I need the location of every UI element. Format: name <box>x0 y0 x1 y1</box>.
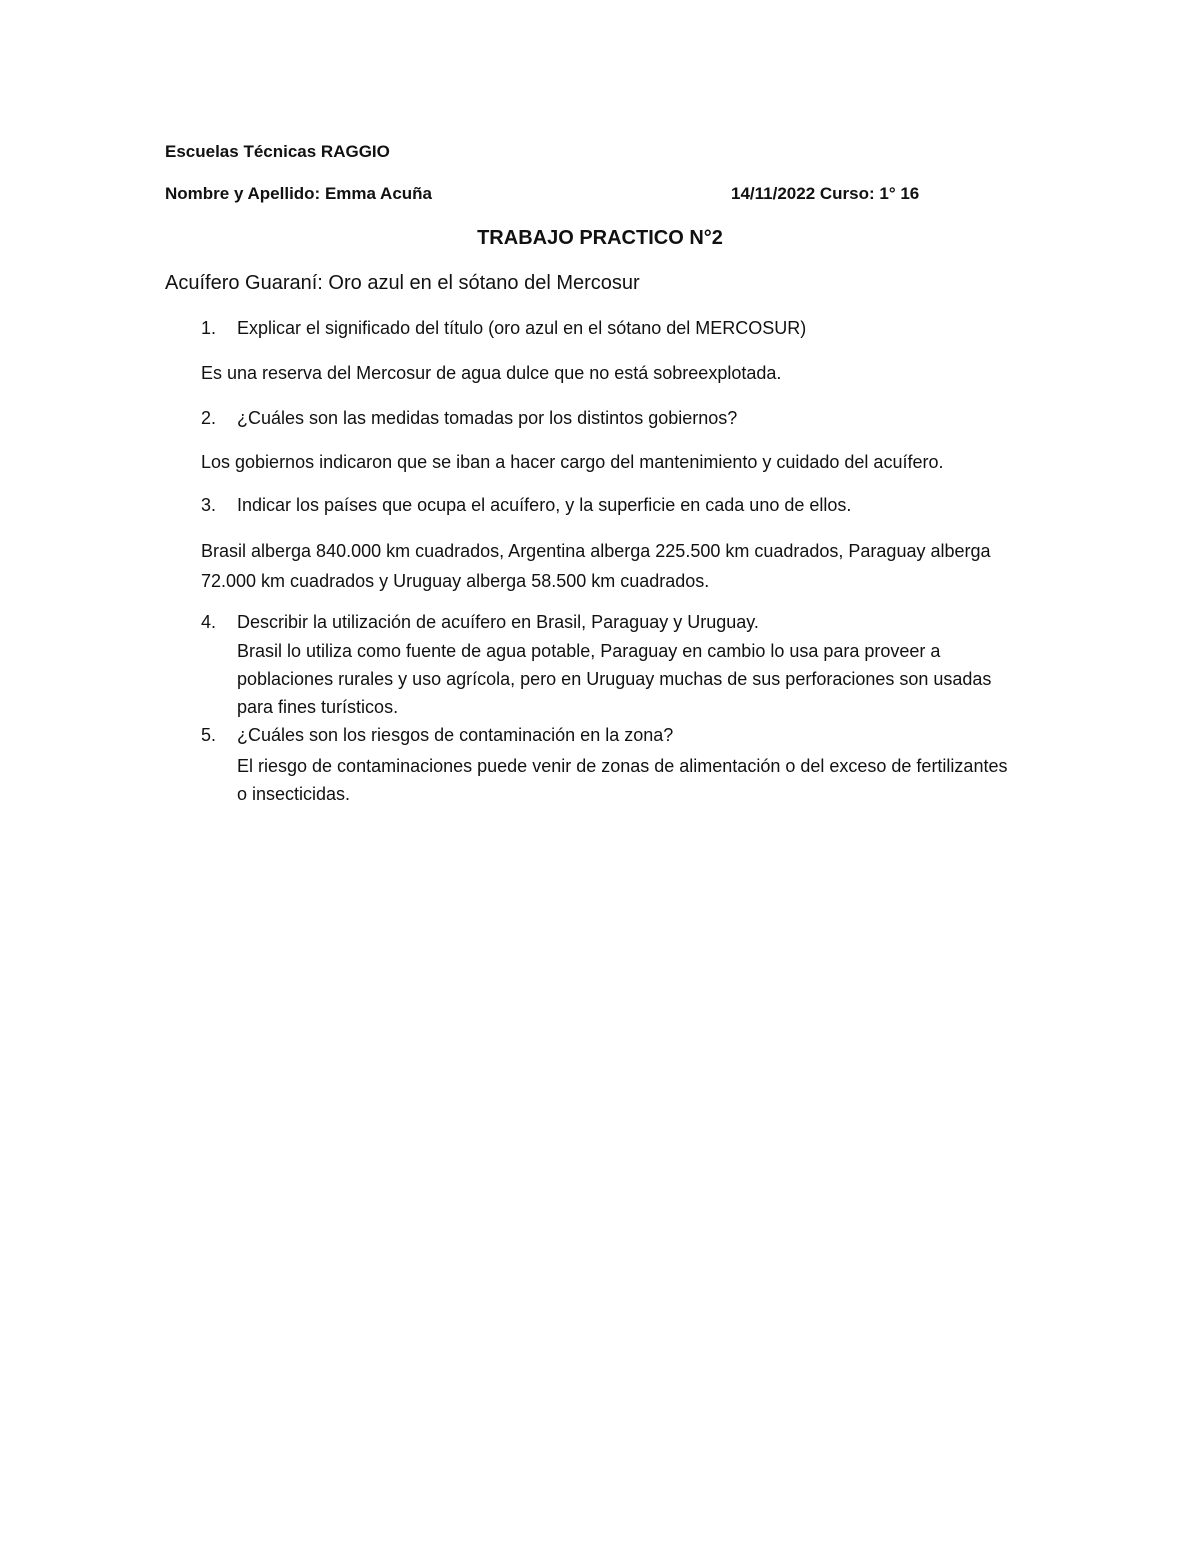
school-name: Escuelas Técnicas RAGGIO <box>165 142 390 161</box>
question-number: 3. <box>201 495 217 515</box>
date-course: 14/11/2022 Curso: 1° 16 <box>731 184 920 203</box>
question-number: 2. <box>201 408 217 428</box>
answer-text: Es una reserva del Mercosur de agua dulce que no está sobreexplotada. <box>201 363 782 383</box>
answer-text: Brasil alberga 840.000 km cuadrados, Argentina alberga 225.500 km cuadrados, Paraguay alberga 72.000 km cuadrados y Uruguay alberga 58.500 km cuadrados. <box>201 541 991 591</box>
student-name: Nombre y Apellido: Emma Acuña <box>165 184 433 203</box>
question-number: 5. <box>201 725 217 745</box>
answer-text: El riesgo de contaminaciones puede venir de zonas de alimentación o del exceso de fertilizantes o insecticidas. <box>237 756 1008 804</box>
answer-text: Los gobiernos indicaron que se iban a hacer cargo del mantenimiento y cuidado del acuífero. <box>201 452 944 472</box>
question-text: Explicar el significado del título (oro azul en el sótano del MERCOSUR) <box>237 318 807 338</box>
question-number: 1. <box>201 318 217 338</box>
question-text: ¿Cuáles son las medidas tomadas por los distintos gobiernos? <box>237 408 738 428</box>
page-title: TRABAJO PRACTICO N°2 <box>477 227 723 249</box>
question-text: Describir la utilización de acuífero en Brasil, Paraguay y Uruguay. <box>237 612 759 632</box>
answer-text: Brasil lo utiliza como fuente de agua potable, Paraguay en cambio lo usa para proveer a poblaciones rurales y uso agrícola, pero en Uruguay muchas de sus perforaciones son usadas para fines turísticos. <box>237 641 992 717</box>
question-text: Indicar los países que ocupa el acuífero, y la superficie en cada uno de ellos. <box>237 495 852 515</box>
question-text: ¿Cuáles son los riesgos de contaminación en la zona? <box>237 725 674 745</box>
question-number: 4. <box>201 612 217 632</box>
page-subtitle: Acuífero Guaraní: Oro azul en el sótano del Mercosur <box>165 272 640 294</box>
